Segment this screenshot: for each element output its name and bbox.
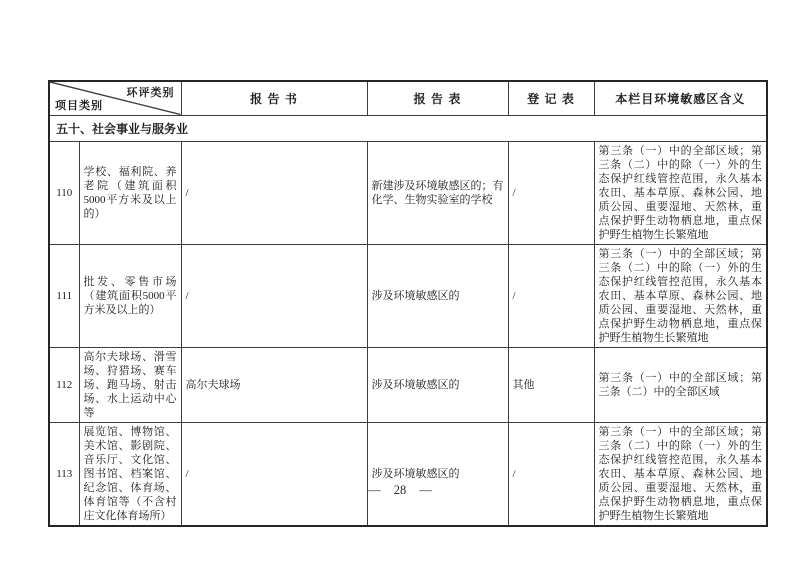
sensitive-area-meaning-cell: 第三条（一）中的全部区域；第三条（二）中的全部区域 <box>594 347 767 422</box>
corner-label-eia-category: 环评类别 <box>126 87 175 99</box>
table-row-111 <box>49 244 767 347</box>
registration-form-cell: / <box>508 244 594 347</box>
table-row-112 <box>49 347 767 422</box>
report-book-cell: / <box>181 244 367 347</box>
table-row-113 <box>49 422 767 526</box>
col-header-registration-form: 登 记 表 <box>508 81 594 115</box>
project-category-cell: 展览馆、博物馆、美术馆、影剧院、音乐厅、文化馆、图书馆、档案馆、纪念馆、体育场、体育馆等（不含村庄文化体育场所） <box>79 422 181 526</box>
row-number: 113 <box>49 422 79 526</box>
eia-category-table <box>48 80 768 527</box>
report-form-cell: 新建涉及环境敏感区的；有化学、生物实验室的学校 <box>367 141 508 244</box>
project-category-cell: 批发、零售市场（建筑面积5000平方米及以上的） <box>79 244 181 347</box>
registration-form-cell: 其他 <box>508 347 594 422</box>
page-number: — 28 — <box>368 483 432 497</box>
row-number: 112 <box>49 347 79 422</box>
report-book-cell: / <box>181 422 367 526</box>
row-number: 110 <box>49 141 79 244</box>
registration-form-cell: / <box>508 141 594 244</box>
col-header-report-book: 报 告 书 <box>181 81 367 115</box>
report-book-cell: / <box>181 141 367 244</box>
project-category-cell: 高尔夫球场、滑雪场、狩猎场、赛车场、跑马场、射击场、水上运动中心等 <box>79 347 181 422</box>
report-form-cell: 涉及环境敏感区的 <box>367 244 508 347</box>
section-row <box>49 115 767 141</box>
corner-label-project-category: 项目类别 <box>55 99 103 112</box>
report-form-cell: 涉及环境敏感区的 <box>367 422 508 526</box>
table-header-row <box>49 81 767 115</box>
sensitive-area-meaning-cell: 第三条（一）中的全部区域；第三条（二）中的除（一）外的生态保护红线管控范围，永久基本农田、基本草原、森林公园、地质公园、重要湿地、天然林，重点保护野生动物栖息地，重点保护野生植物生长繁殖地 <box>594 141 767 244</box>
project-category-cell: 学校、福利院、养老院（建筑面积5000平方米及以上的） <box>79 141 181 244</box>
row-number: 111 <box>49 244 79 347</box>
sensitive-area-meaning-cell: 第三条（一）中的全部区域；第三条（二）中的除（一）外的生态保护红线管控范围，永久基本农田、基本草原、森林公园、地质公园、重要湿地、天然林，重点保护野生动物栖息地，重点保护野生植物生长繁殖地 <box>594 244 767 347</box>
col-header-report-form: 报 告 表 <box>367 81 508 115</box>
report-form-cell: 涉及环境敏感区的 <box>367 347 508 422</box>
col-header-meaning: 本栏目环境敏感区含义 <box>594 81 767 115</box>
sensitive-area-meaning-cell: 第三条（一）中的全部区域；第三条（二）中的除（一）外的生态保护红线管控范围，永久基本农田、基本草原、森林公园、地质公园、重要湿地、天然林，重点保护野生动物栖息地，重点保护野生植物生长繁殖地 <box>594 422 767 526</box>
table-row-110 <box>49 141 767 244</box>
corner-header-cell <box>49 81 181 115</box>
section-header-label: 五十、社会事业与服务业 <box>49 115 767 141</box>
report-book-cell: 高尔夫球场 <box>181 347 367 422</box>
registration-form-cell: / <box>508 422 594 526</box>
